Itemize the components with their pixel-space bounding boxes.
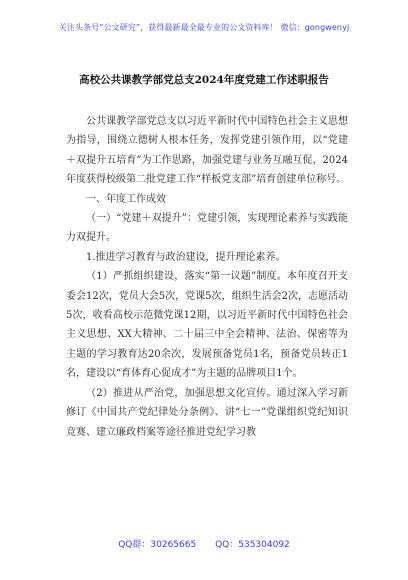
footer-contact: [0, 537, 408, 550]
body-paragraph: （1）严抓组织建设，落实“第一议题”制度。本年度召开支委会12次，党员大会5次，党课5次，组织生活会2次，志愿活动5次，收看高校示范微党课12期，以习近平新时代中国特色社会主义思想、XX大精神、二十届三中全会精神、法治、保密等为主题的学习教育达20余次，发展预备党员1名，预备党员转正1名，建设以“育体育心促成才”为主题的品牌项目1个。: [66, 271, 348, 380]
section-heading: 一、年度工作成效: [86, 193, 166, 205]
body-paragraph: （2）推进从严治党，加强思想文化宣传。通过深入学习新修订《中国共产党纪律处分条例》、讲“七一”党课组织党纪知识竞赛、建立廉政档案等途径推进党纪学习教: [66, 387, 348, 438]
document-body: [66, 112, 348, 442]
footer-qq: QQ：535304092: [215, 540, 290, 550]
intro-paragraph: 公共课教学部党总支以习近平新时代中国特色社会主义思想为指导，围绕立德树人根本任务，发挥党建引领作用，以“党建＋双提升五培育”为工作思路，加强党建与业务互融互促，2024年度获得校级第二批党建工作“样板党支部”培育创建单位称号。: [66, 116, 348, 186]
footer-qq-group: QQ群：30265665: [118, 540, 197, 550]
subsection-heading: （一）“党建＋双提升”：党建引领，实现理论素养与实践能力双提升。: [66, 213, 348, 244]
document-title: 高校公共课教学部党总支2024年度党建工作述职报告: [79, 74, 329, 86]
header-promo-note: 关注头条号“公文研究”，获得最新最全最专业的公文资料库！ 微信：gongwenyj: [58, 23, 350, 32]
item-heading: 1.推进学习教育与政治建设，提升理论素养。: [86, 251, 286, 263]
